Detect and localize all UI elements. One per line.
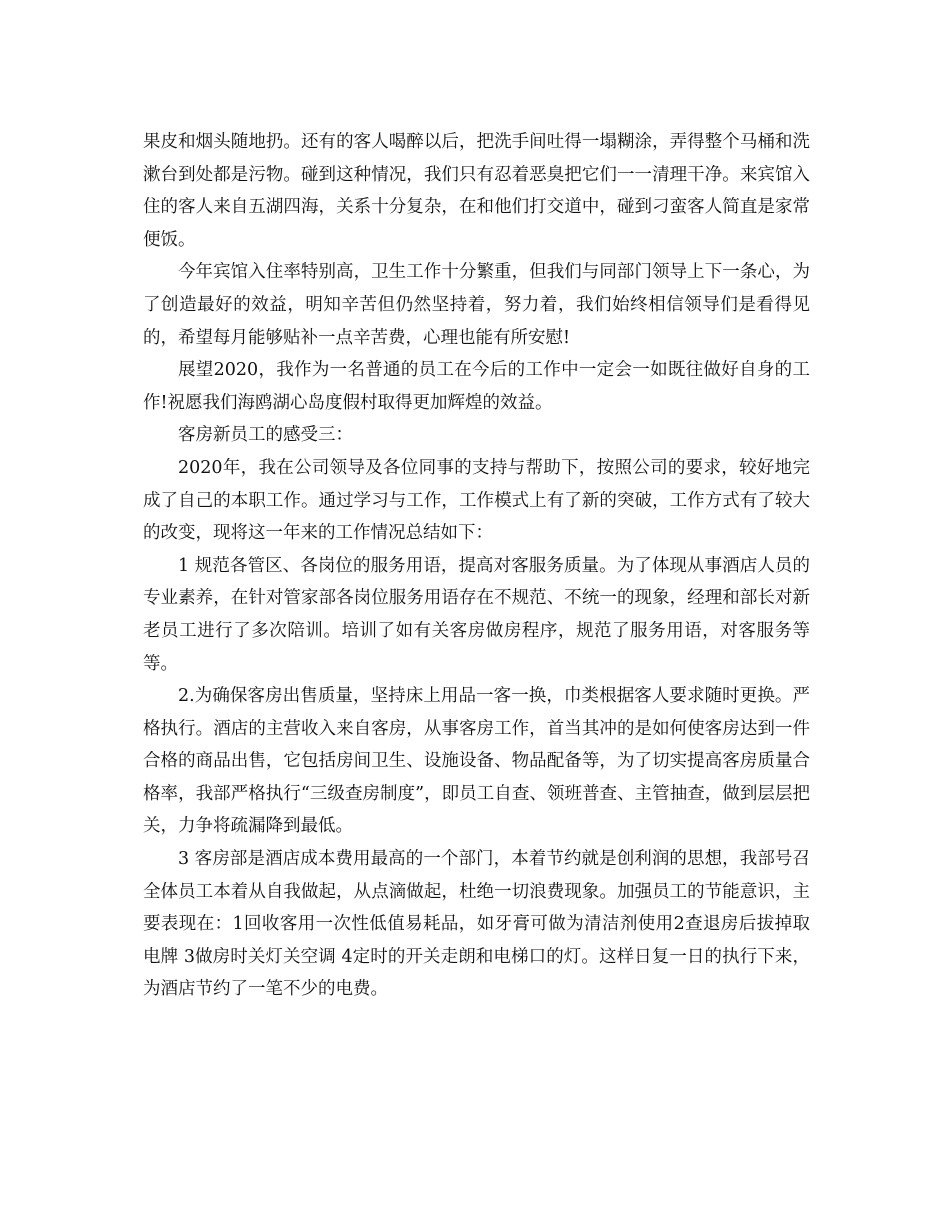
paragraph-item-2: 2.为确保客房出售质量，坚持床上用品一客一换，巾类根据客人要求随时更换。严格执行。酒店的主营收入来自客房，从事客房工作，首当其冲的是如何使客房达到一件合格的商品出售，它包括房间卫生、设施设备、物品配备等，为了切实提高客房质量合格率，我部严格执行“三级查房制度”，即员工自查、领班普查、主管抽查，做到层层把关，力争将疏漏降到最低。 xyxy=(143,686,810,837)
paragraph-continuation: 果皮和烟头随地扔。还有的客人喝醉以后，把洗手间吐得一塌糊涂，弄得整个马桶和洗漱台到处都是污物。碰到这种情况，我们只有忍着恶臭把它们一一清理干净。来宾馆入住的客人来自五湖四海，关系十分复杂，在和他们打交道中，碰到刁蛮客人简直是家常便饭。 xyxy=(143,132,810,250)
paragraph-outlook: 展望2020，我作为一名普通的员工在今后的工作中一定会一如既往做好自身的工作!祝愿我们海鸥湖心岛度假村取得更加辉煌的效益。 xyxy=(143,360,810,413)
paragraph-item-1: 1 规范各管区、各岗位的服务用语，提高对客服务质量。为了体现从事酒店人员的专业素养，在针对管家部各岗位服务用语存在不规范、不统一的现象，经理和部长对新老员工进行了多次陪训。培训了如有关客房做房程序，规范了服务用语，对客服务等等。 xyxy=(143,555,810,674)
section-heading: 客房新员工的感受三： xyxy=(178,425,353,446)
paragraph-occupancy: 今年宾馆入住率特别高，卫生工作十分繁重，但我们与同部门领导上下一条心，为了创造最好的效益，明知辛苦但仍然坚持着，努力着，我们始终相信领导们是看得见的，希望每月能够贴补一点辛苦费，心理也能有所安慰! xyxy=(143,262,810,348)
paragraph-item-3: 3 客房部是酒店成本费用最高的一个部门，本着节约就是创利润的思想，我部号召全体员工本着从自我做起，从点滴做起，杜绝一切浪费现象。加强员工的节能意识，主要表现在：1回收客用一次性低值易耗品，如牙膏可做为清洁剂使用2查退房后拔掉取电牌 3做房时关灯关空调 4定时的开关走朗和电梯口的灯。这样日复一日的执行下来，为酒店节约了一笔不少的电费。 xyxy=(143,849,810,1000)
document-page xyxy=(143,126,810,1006)
paragraph-summary-intro: 2020年，我在公司领导及各位同事的支持与帮助下，按照公司的要求，较好地完成了自己的本职工作。通过学习与工作，工作模式上有了新的突破，工作方式有了较大的改变，现将这一年来的工作情况总结如下： xyxy=(143,457,810,544)
